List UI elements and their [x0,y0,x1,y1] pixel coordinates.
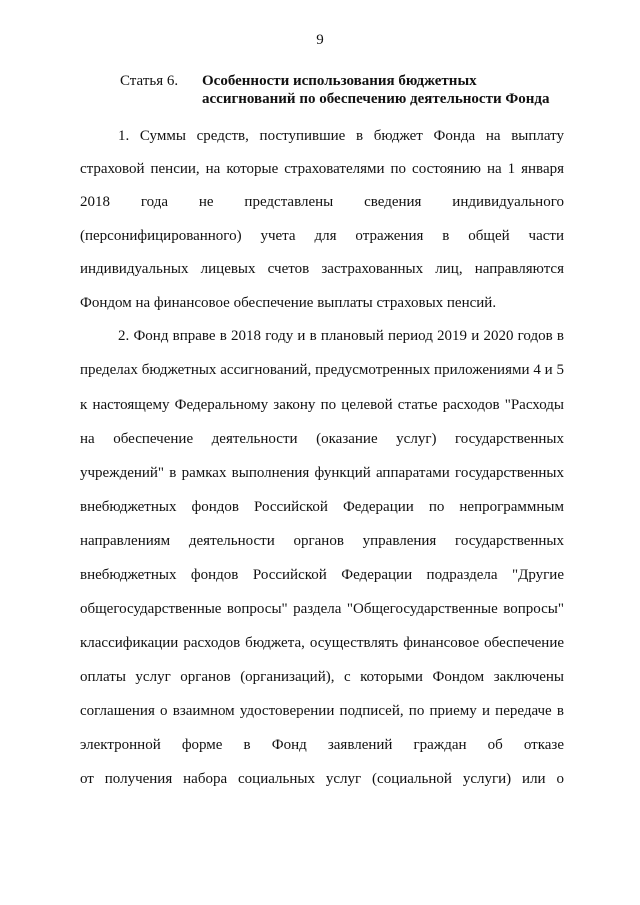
text-line: общегосударственные вопросы" раздела "Общегосударственные вопросы" [80,601,564,617]
text-line: соглашения о взаимном удостоверении подписей, по приему и передаче в [80,703,564,719]
text-line: пределах бюджетных ассигнований, предусмотренных приложениями 4 и 5 [80,362,564,378]
text-line: индивидуальных лицевых счетов застрахованных лиц, направляются [80,261,564,277]
text-line: направлениям деятельности органов управления государственных [80,533,564,549]
article-title-line: Особенности использования бюджетных [202,73,477,89]
page-number: 9 [316,32,324,48]
text-line: внебюджетных фондов Российской Федерации подраздела "Другие [80,567,564,583]
text-line: внебюджетных фондов Российской Федерации по непрограммным [80,499,564,515]
text-line: электронной форме в Фонд заявлений граждан об отказе [80,737,564,753]
text-line: оплаты услуг органов (организаций), с которыми Фондом заключены [80,669,564,685]
text-line: 1. Суммы средств, поступившие в бюджет Фонда на выплату [118,128,564,144]
text-line: к настоящему Федеральному закону по целевой статье расходов "Расходы [80,397,564,413]
text-line: на обеспечение деятельности (оказание услуг) государственных [80,431,564,447]
article-title [202,72,582,108]
text-line: (персонифицированного) учета для отражения в общей части [80,228,564,244]
text-line: от получения набора социальных услуг (социальной услуги) или о [80,771,564,787]
article-title-line: ассигнований по обеспечению деятельности Фонда [202,91,550,107]
text-line: страховой пенсии, на которые страхователями по состоянию на 1 января [80,161,564,177]
text-line: Фондом на финансовое обеспечение выплаты страховых пенсий. [80,295,497,311]
article-label: Статья 6. [120,73,179,89]
text-line: 2. Фонд вправе в 2018 году и в плановый период 2019 и 2020 годов в [118,328,564,344]
text-line: 2018 года не представлены сведения индивидуального [80,194,564,210]
text-line: классификации расходов бюджета, осуществлять финансовое обеспечение [80,635,564,651]
text-line: учреждений" в рамках выполнения функций аппаратами государственных [80,465,564,481]
